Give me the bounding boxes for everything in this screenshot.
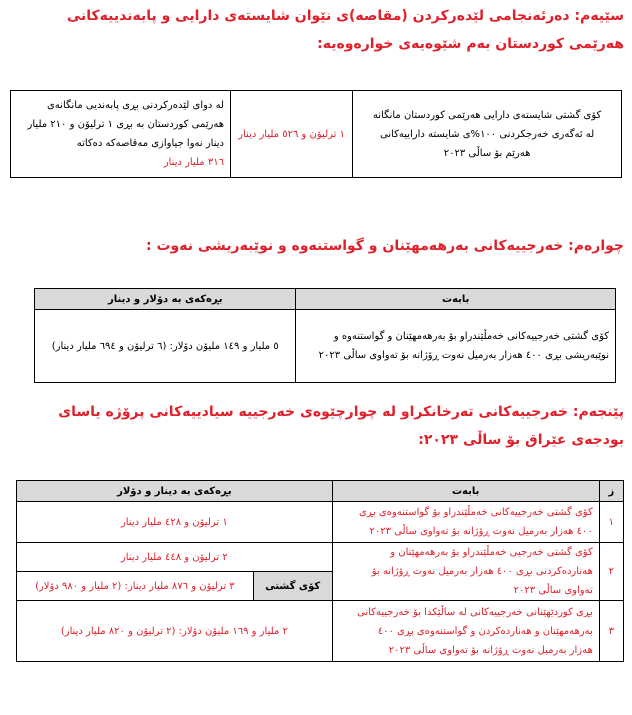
row-item [332, 502, 599, 543]
row-item-line: هەزار بەرمیل نەوت ڕۆژانە بۆ تەواوی ساڵی ٢٠٢٣ [388, 644, 593, 656]
section3-item-line: کۆی گشتی شایستەی دارایی هەرێمی کوردستان مانگانە [372, 109, 602, 121]
section4-header-item: بابەت [296, 289, 616, 310]
row-item-line: بڕی کوردێهێنانی خەرجییەکانی لە ساڵێکدا بۆ خەرجییەکانی [356, 606, 593, 618]
row-item-line: تەواوی ساڵی ٢٠٢٣ [513, 585, 593, 596]
section4-item-line: کۆی گشتی خەرجییەکانی خەمڵێندراو بۆ بەرهەمهێنان و گواستنەوە و [333, 331, 609, 342]
row-item-line: کۆی گشتی خەرجیی خەمڵێندراو بۆ بەرهەمهێنان و [390, 547, 593, 558]
row-item [332, 543, 599, 601]
section4-item-cell [296, 310, 616, 383]
section4-table [34, 288, 616, 383]
section3-heading: سێیەم: دەرئەنجامی لێدەرکردن (مقاصە)ی نێوان شایستەی دارایی و پابەندییەکانی هەرێمی کوردستان بەم شێوەیەی خوارەوەیە: [66, 8, 624, 52]
section3-amount-cell: ١ ترلیۆن و ٥٢٦ ملیار دینار [230, 91, 352, 178]
row-num: ٣ [599, 601, 623, 662]
total-label: کۆی گشتی [253, 572, 332, 601]
section3-result-value: ٣١٦ ملیار دینار [163, 157, 224, 168]
section3-result-line: لە دوای لێدەرکردنی بڕی پابەندیی مانگانەی [46, 100, 224, 111]
section4-heading: چوارەم: خەرجییەکانی بەرهەمهێنان و گواستنەوە و نوێبەریشی نەوت : [146, 238, 624, 254]
table-row [17, 543, 624, 572]
section3-result-line: هەرێمی کوردستان بە بڕی ١ ترلیۆن و ٢١٠ ملیار [27, 119, 224, 130]
table-row [17, 601, 624, 662]
section5-header-item: بابەت [332, 481, 599, 502]
section4-item-line: نوێبەریشی بڕی ٤٠٠ هەزار بەرمیل نەوت ڕۆژانە بۆ تەواوی ساڵی ٢٠٢٣ [318, 350, 609, 361]
section3-item-line: لە ئەگەری خەرجکردنی ١٠٠%ی شایستە داراییەکانی [379, 128, 595, 140]
section3-table [10, 90, 622, 178]
section5-header-amount: بڕەکەی بە دینار و دۆلار [17, 481, 333, 502]
row-amount: ١ ترلیۆن و ٤٢٨ ملیار دینار [17, 502, 333, 543]
table-row [17, 502, 624, 543]
section4-amount-cell: ٥ ملیار و ١٤٩ ملیۆن دۆلار: (٦ ترلیۆن و ٦٩٤ ملیار دینار) [35, 310, 296, 383]
section5-header-num: ز [599, 481, 623, 502]
total-amount: ٣ ترلیۆن و ٨٧٦ ملیار دینار: (٢ ملیار و ٩٨٠ دۆلار) [17, 572, 254, 601]
section3-item-cell [353, 91, 622, 178]
section3-item-line: هەرێم بۆ ساڵی ٢٠٢٣ [443, 147, 531, 159]
row-amount: ٢ ملیار و ١٦٩ ملیۆن دۆلار: (٢ ترلیۆن و ٨٢٠ ملیار دینار) [17, 601, 333, 662]
row-item-line: بەرهەمهێنان و هەناردەکردن و گواستنەوەی بڕی ٤٠٠ [377, 625, 593, 637]
row-item-line: هەناردەکردنی بڕی ٤٠٠ هەزار بەرمیل نەوت ڕۆژانە بۆ [371, 566, 593, 577]
row-item-line: ٤٠٠ هەزار بەرمیل نەوت ڕۆژانە بۆ تەواوی ساڵی ٢٠٢٣ [369, 526, 593, 537]
section3-result-cell [11, 91, 231, 178]
section4-header-amount: بڕەکەی بە دۆلار و دینار [35, 289, 296, 310]
row-item-line: کۆی گشتی خەرجییەکانی خەمڵێندراو بۆ گواستنەوەی بڕی [359, 507, 593, 518]
row-amount: ٢ ترلیۆن و ٤٤٨ ملیار دینار [17, 543, 333, 572]
row-num: ١ [599, 502, 623, 543]
row-item [332, 601, 599, 662]
row-num: ٢ [599, 543, 623, 601]
section5-table [16, 480, 624, 662]
section5-heading: پێنجەم: خەرجییەکانی تەرخانکراو لە چوارچێوەی خەرجییە سیادییەکانی پرۆژە یاسای بودجەی عێراق بۆ ساڵی ٢٠٢٣: [58, 404, 624, 448]
section3-result-line: دینار نەوا جیاوازی مەقاصەکە دەکاتە [76, 138, 224, 149]
